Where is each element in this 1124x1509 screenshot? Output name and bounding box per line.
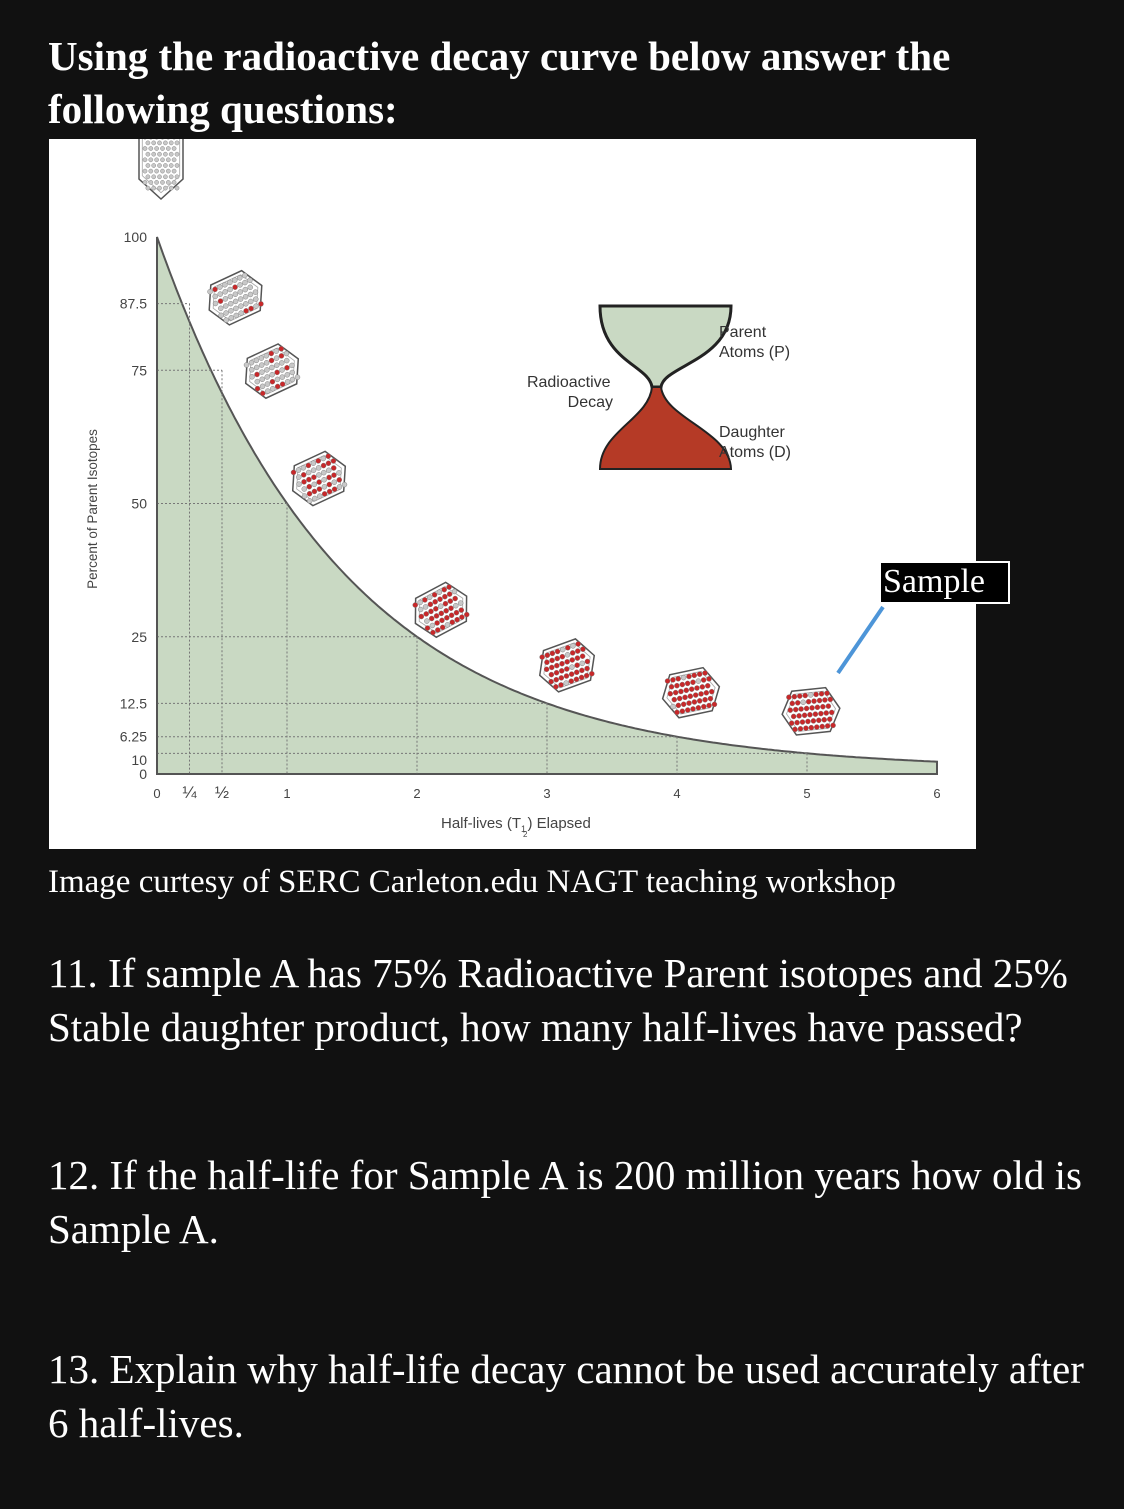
atom-cluster xyxy=(780,686,842,736)
y-axis-label: Percent of Parent Isotopes xyxy=(85,429,100,589)
y-tick-label: 100 xyxy=(123,229,147,245)
atom-cluster xyxy=(532,635,602,696)
sample-label: Sample xyxy=(879,561,1010,604)
sample-pointer-line xyxy=(838,607,883,673)
x-axis-label-part-2: ) Elapsed xyxy=(527,815,591,832)
hourglass-label xyxy=(527,374,615,411)
parent-atoms-label xyxy=(719,324,790,361)
decay-chart xyxy=(49,139,976,849)
daughter-atoms-label xyxy=(719,424,791,461)
x-axis-label-part-1: Half-lives (T xyxy=(441,815,522,832)
x-tick-label: 2 xyxy=(413,786,421,801)
daughter-atoms-label-line-2: Atoms (D) xyxy=(719,444,791,461)
hourglass-label-line-1: Radioactive xyxy=(526,374,611,391)
image-credit: Image curtesy of SERC Carleton.edu NAGT teaching workshop xyxy=(48,864,897,900)
y-tick-label: 50 xyxy=(131,495,147,512)
atom-cluster xyxy=(283,446,354,510)
x-tick-label: 1 xyxy=(283,786,291,801)
atom-cluster xyxy=(200,266,271,330)
y-tick-label: 6.25 xyxy=(119,728,147,745)
x-tick-label: 4 xyxy=(673,786,681,801)
x-tick-label: 5 xyxy=(803,786,811,801)
question-12: 12. If the half-life for Sample A is 200 million years how old is Sample A. xyxy=(48,1152,1082,1252)
atom-cluster xyxy=(405,577,477,643)
parent-atoms-label-line-2: Atoms (P) xyxy=(719,344,791,361)
y-tick-label: 87.5 xyxy=(119,295,147,312)
hourglass-parent-icon xyxy=(600,306,731,387)
y-tick-label: 0 xyxy=(139,766,147,782)
x-tick-label: 0 xyxy=(153,786,161,801)
y-tick-label: 12.5 xyxy=(119,695,147,712)
x-tick-label: 6 xyxy=(933,786,941,801)
x-tick-label: 3 xyxy=(543,786,551,801)
hourglass-label-line-2: Decay xyxy=(567,394,613,411)
atom-cluster xyxy=(236,339,307,403)
x-axis-label-subscript-num: 1 xyxy=(521,824,527,834)
y-tick-label: 75 xyxy=(131,362,147,379)
daughter-atoms-label-line-1: Daughter xyxy=(719,424,785,441)
y-tick-label: 10 xyxy=(131,752,147,768)
y-tick-label: 25 xyxy=(131,628,147,645)
page-title: Using the radioactive decay curve below answer the following questions: xyxy=(48,33,951,132)
x-axis-label-subscript-den: 2 xyxy=(523,830,528,839)
hourglass-legend xyxy=(527,306,791,469)
question-11: 11. If sample A has 75% Radioactive Parent isotopes and 25% Stable daughter product, how many half-lives have passed? xyxy=(48,950,1068,1050)
parent-atoms-label-line-1: Parent xyxy=(719,324,767,341)
x-tick-label: ¼ xyxy=(182,783,197,802)
atom-cluster xyxy=(139,139,183,199)
x-tick-label: ½ xyxy=(214,783,230,802)
atom-cluster xyxy=(658,665,724,720)
hourglass-daughter-icon xyxy=(600,387,731,469)
x-axis-label xyxy=(441,815,591,839)
decay-figure xyxy=(49,139,976,849)
question-13: 13. Explain why half-life decay cannot be used accurately after 6 half-lives. xyxy=(48,1346,1084,1446)
